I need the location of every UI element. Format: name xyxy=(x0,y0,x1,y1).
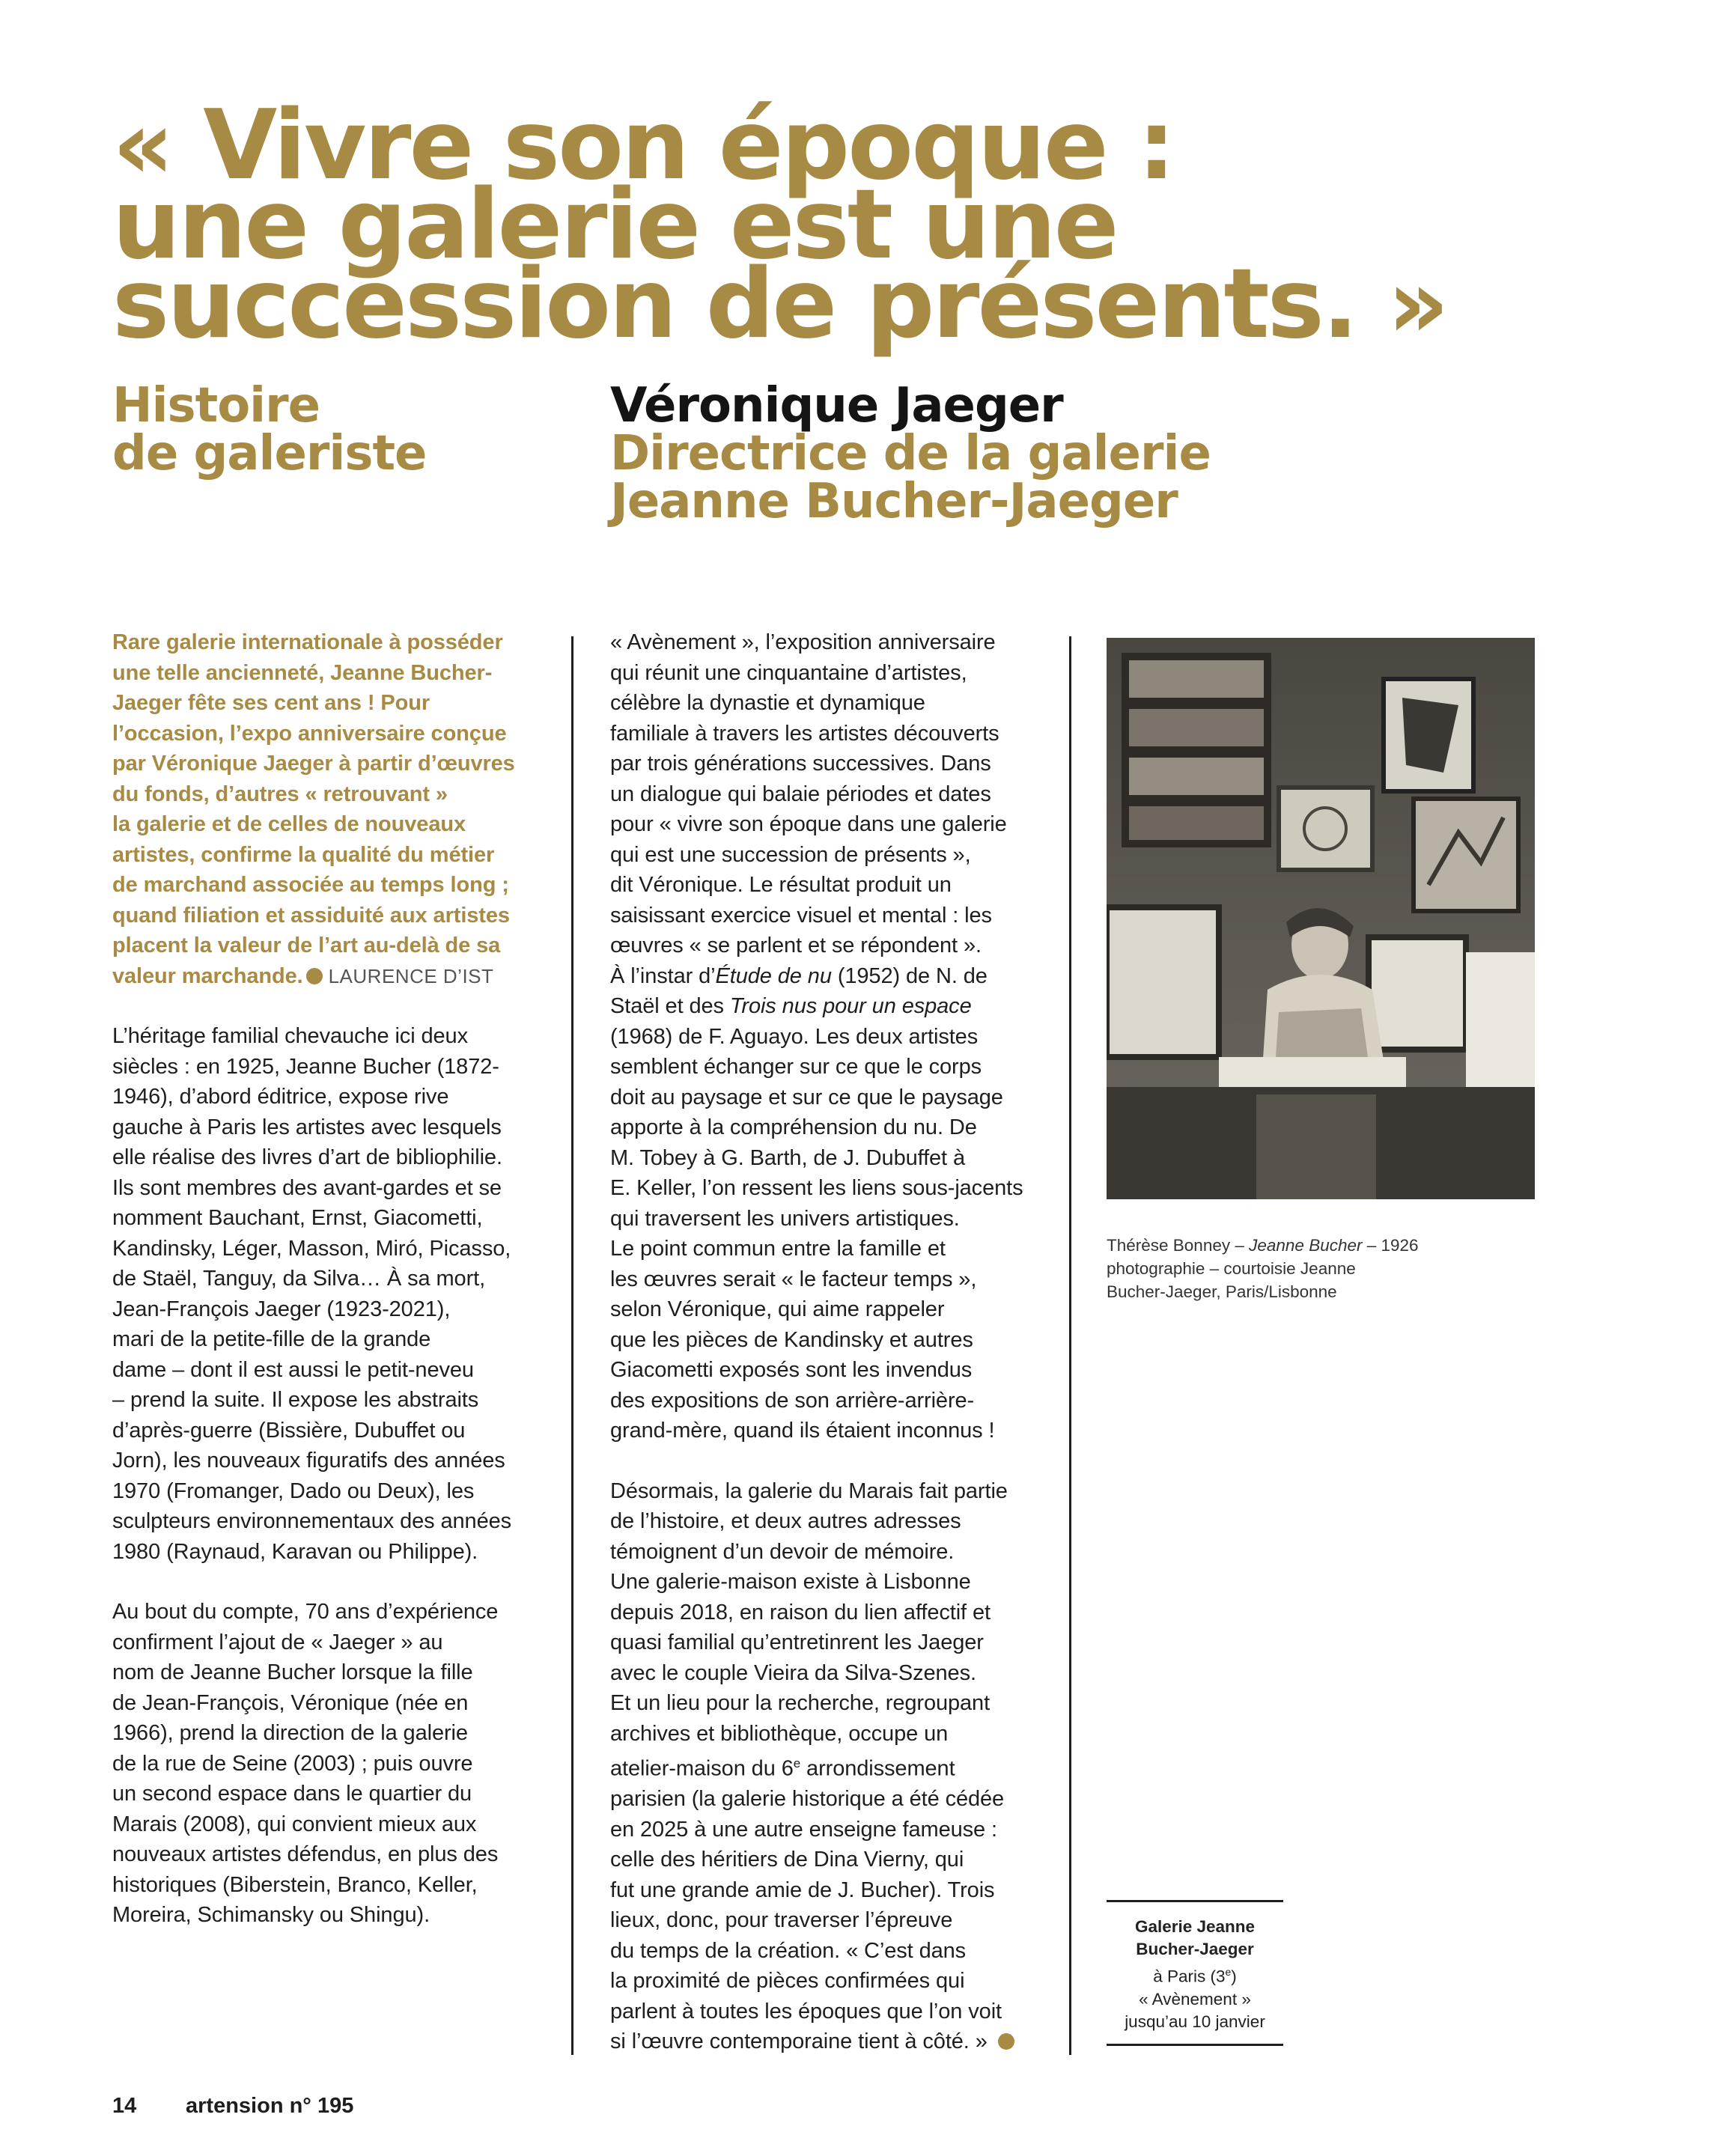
text-line: selon Véronique, qui aime rappeler xyxy=(610,1297,945,1321)
text-line: confirment l’ajout de « Jaeger » au xyxy=(112,1630,443,1654)
text-line: Jaeger fête ses cent ans ! Pour xyxy=(112,691,430,715)
caption-line: photographie – courtoisie Jeanne xyxy=(1107,1259,1356,1278)
text-line: saisissant exercice visuel et mental : les xyxy=(610,903,992,928)
text-line: Désormais, la galerie du Marais fait partie xyxy=(610,1479,1008,1503)
text-line: parisien (la galerie historique a été cédée xyxy=(610,1787,1005,1812)
headline-line: une galerie est une xyxy=(112,169,1117,281)
photo-caption xyxy=(1107,1234,1541,1303)
text-line: nouveaux artistes défendus, en plus des xyxy=(112,1842,499,1866)
bullet-dot-icon xyxy=(306,968,323,984)
headline-line: succession de présents. » xyxy=(112,249,1447,360)
text-line: Ils sont membres des avant-gardes et se xyxy=(112,1175,502,1200)
text-line: Au bout du compte, 70 ans d’expérience xyxy=(112,1600,499,1624)
text-line: de Jean-François, Véronique (née en xyxy=(112,1690,469,1715)
text-line xyxy=(610,991,1044,1022)
gallery-location xyxy=(1107,1961,1283,1988)
text-line: elle réalise des livres d’art de bibliophilie. xyxy=(112,1145,502,1169)
photo-illustration xyxy=(1107,638,1535,1199)
body-paragraph xyxy=(610,627,1044,1446)
text-line: grand-mère, quand ils étaient inconnus ! xyxy=(610,1419,995,1443)
text-line xyxy=(610,961,1044,992)
text-line xyxy=(112,961,562,992)
archive-photo xyxy=(1107,638,1535,1199)
interviewee-block xyxy=(610,378,1211,529)
text-line: du fonds, d’autres « retrouvant » xyxy=(112,782,448,806)
text-line: nomment Bauchant, Ernst, Giacometti, xyxy=(112,1206,483,1230)
end-mark-dot-icon xyxy=(998,2033,1014,2050)
artwork-title: Étude de nu xyxy=(715,963,832,988)
text-run: Thérèse Bonney – xyxy=(1107,1236,1250,1255)
text-line: la galerie et de celles de nouveaux xyxy=(112,812,466,836)
magazine-issue: artension n° 195 xyxy=(186,2094,354,2118)
text-line: sculpteurs environnementaux des années xyxy=(112,1509,512,1533)
text-line: du temps de la création. « C’est dans xyxy=(610,1938,967,1963)
exhibition-info-box xyxy=(1107,1900,1283,2046)
text-line: célèbre la dynastie et dynamique xyxy=(610,691,925,715)
text-line: avec le couple Vieira da Silva-Szenes. xyxy=(610,1660,976,1685)
superscript: e xyxy=(1225,1966,1232,1978)
text-line: 1980 (Raynaud, Karavan ou Philippe). xyxy=(112,1539,478,1564)
artwork-title: Jeanne Bucher xyxy=(1249,1236,1363,1255)
text-line: qui réunit une cinquantaine d’artistes, xyxy=(610,660,967,685)
artwork-title: Trois nus pour un espace xyxy=(729,994,972,1018)
gallery-name: Galerie Jeanne xyxy=(1134,1917,1256,1936)
text-line: quasi familial qu’entretinrent les Jaeger xyxy=(610,1630,984,1654)
text-line: Marais (2008), qui convient mieux aux xyxy=(112,1812,477,1836)
interviewee-name: Véronique Jaeger xyxy=(610,378,1063,433)
text-line xyxy=(610,2026,1044,2057)
section-kicker xyxy=(112,378,427,481)
text-line: doit au paysage et sur ce que le paysage xyxy=(610,1085,1003,1109)
text-line: une telle ancienneté, Jeanne Bucher- xyxy=(112,660,493,685)
text-line: par trois générations successives. Dans xyxy=(610,752,991,776)
text-line: depuis 2018, en raison du lien affectif et xyxy=(610,1600,991,1624)
text-run: ) xyxy=(1231,1967,1237,1986)
headline-line: « Vivre son époque : xyxy=(112,90,1174,201)
text-line xyxy=(610,1749,1044,1784)
text-line: celle des héritiers de Dina Vierny, qui xyxy=(610,1848,964,1872)
column-divider xyxy=(1069,636,1071,2055)
text-line: qui est une succession de présents », xyxy=(610,842,971,867)
text-run: À l’instar d’ xyxy=(610,963,716,988)
text-line: Et un lieu pour la recherche, regroupant xyxy=(610,1691,991,1715)
text-line: des expositions de son arrière-arrière- xyxy=(610,1388,975,1413)
gallery-name: Bucher-Jaeger xyxy=(1136,1940,1254,1958)
text-line: apporte à la compréhension du nu. De xyxy=(610,1115,977,1139)
text-run: arrondissement xyxy=(800,1756,955,1781)
text-run: Staël et des xyxy=(610,994,730,1018)
text-line: parlent à toutes les époques que l’on voit xyxy=(610,1999,1002,2023)
text-line: placent la valeur de l’art au-delà de sa xyxy=(112,934,501,957)
text-line: (1968) de F. Aguayo. Les deux artistes xyxy=(610,1024,979,1049)
text-line: 1966), prend la direction de la galerie xyxy=(112,1721,468,1745)
text-line: quand filiation et assiduité aux artistes xyxy=(112,903,510,928)
text-run: – 1926 xyxy=(1362,1236,1419,1255)
text-line: 1970 (Fromanger, Dado ou Deux), les xyxy=(112,1479,475,1503)
text-line: que les pièces de Kandinsky et autres xyxy=(610,1327,973,1352)
text-line: Giacometti exposés sont les invendus xyxy=(610,1358,973,1382)
text-line: Kandinsky, Léger, Masson, Miró, Picasso, xyxy=(112,1236,511,1261)
text-line: Une galerie-maison existe à Lisbonne xyxy=(610,1570,971,1594)
text-line: les œuvres serait « le facteur temps », xyxy=(610,1267,977,1291)
text-line: siècles : en 1925, Jeanne Bucher (1872- xyxy=(112,1054,499,1079)
article-column-left xyxy=(112,627,562,1961)
text-line: témoignent d’un devoir de mémoire. xyxy=(610,1539,955,1564)
text-line: semblent échanger sur ce que le corps xyxy=(610,1055,982,1079)
text-line: historiques (Biberstein, Branco, Keller, xyxy=(112,1872,478,1897)
kicker-line: de galeriste xyxy=(112,426,427,481)
caption-line xyxy=(1107,1234,1541,1257)
page-footer xyxy=(112,2094,353,2119)
body-paragraph xyxy=(112,1021,562,1567)
text-line: de Staël, Tanguy, da Silva… À sa mort, xyxy=(112,1267,486,1291)
text-line: – prend la suite. Il expose les abstraits xyxy=(112,1388,479,1412)
headline xyxy=(112,90,1647,360)
text-line: gauche à Paris les artistes avec lesquels xyxy=(112,1115,502,1139)
text-line: qui traversent les univers artistiques. xyxy=(610,1206,960,1231)
text-line: E. Keller, l’on ressent les liens sous-jacents xyxy=(610,1176,1023,1200)
text-line: un second espace dans le quartier du xyxy=(112,1782,472,1806)
text-line: l’occasion, l’expo anniversaire conçue xyxy=(112,721,507,746)
caption-line: Bucher-Jaeger, Paris/Lisbonne xyxy=(1107,1282,1337,1301)
text-line: en 2025 à une autre enseigne fameuse : xyxy=(610,1817,997,1842)
text-line: Jean-François Jaeger (1923-2021), xyxy=(112,1297,451,1321)
text-line: Rare galerie internationale à posséder xyxy=(112,630,503,654)
text-line: par Véronique Jaeger à partir d’œuvres xyxy=(112,752,515,776)
text-line: lieux, donc, pour traverser l’épreuve xyxy=(610,1908,953,1933)
text-line: pour « vivre son époque dans une galerie xyxy=(610,812,1007,836)
text-run: à Paris (3 xyxy=(1153,1967,1226,1986)
text-line: œuvres « se parlent et se répondent ». xyxy=(610,934,982,957)
superscript: e xyxy=(793,1756,801,1770)
text-line: 1946), d’abord éditrice, expose rive xyxy=(112,1085,449,1109)
text-line: artistes, confirme la qualité du métier xyxy=(112,842,495,867)
text-line: un dialogue qui balaie périodes et dates xyxy=(610,782,991,806)
text-line: dame – dont il est aussi le petit-neveu xyxy=(112,1357,474,1382)
text-line: mari de la petite-fille de la grande xyxy=(112,1327,431,1351)
text-run: atelier-maison du 6 xyxy=(610,1756,794,1781)
text-run: si l’œuvre contemporaine tient à côté. » xyxy=(610,2029,988,2054)
page-number: 14 xyxy=(112,2094,137,2118)
text-line: de l’histoire, et deux autres adresses xyxy=(610,1509,961,1533)
text-line: M. Tobey à G. Barth, de J. Dubuffet à xyxy=(610,1145,965,1170)
text-line: archives et bibliothèque, occupe un xyxy=(610,1721,949,1746)
author-signature: LAURENCE D’IST xyxy=(328,964,494,987)
text-line: Moreira, Schimansky ou Shingu). xyxy=(112,1903,430,1927)
lead-paragraph xyxy=(112,627,562,991)
text-line: L’héritage familial chevauche ici deux xyxy=(112,1024,468,1048)
article-column-middle xyxy=(610,627,1044,2087)
kicker-line: Histoire xyxy=(112,378,320,433)
interviewee-role: Jeanne Bucher-Jaeger xyxy=(610,474,1178,529)
text-line: la proximité de pièces confirmées qui xyxy=(610,1969,965,1994)
body-paragraph xyxy=(610,1476,1044,2057)
interviewee-role: Directrice de la galerie xyxy=(610,426,1211,481)
text-line: familiale à travers les artistes découverts xyxy=(610,721,999,746)
text-line: de marchand associée au temps long ; xyxy=(112,873,509,897)
exhibition-dates: jusqu’au 10 janvier xyxy=(1125,2012,1265,2031)
text-line: nom de Jeanne Bucher lorsque la fille xyxy=(112,1660,473,1684)
text-run: (1952) de N. de xyxy=(831,963,988,988)
text-line: fut une grande amie de J. Bucher). Trois xyxy=(610,1878,995,1902)
text-line: de la rue de Seine (2003) ; puis ouvre xyxy=(112,1751,473,1776)
text-line: Jorn), les nouveaux figuratifs des années xyxy=(112,1449,505,1473)
text-line: d’après-guerre (Bissière, Dubuffet ou xyxy=(112,1418,466,1443)
text-line: dit Véronique. Le résultat produit un xyxy=(610,873,952,897)
lead-last-line: valeur marchande. xyxy=(112,963,303,988)
text-line: Le point commun entre la famille et xyxy=(610,1237,946,1261)
body-paragraph xyxy=(112,1597,562,1931)
column-divider xyxy=(571,636,573,2055)
text-line: « Avènement », l’exposition anniversaire xyxy=(610,630,996,654)
exhibition-title: « Avènement » xyxy=(1139,1989,1251,2009)
